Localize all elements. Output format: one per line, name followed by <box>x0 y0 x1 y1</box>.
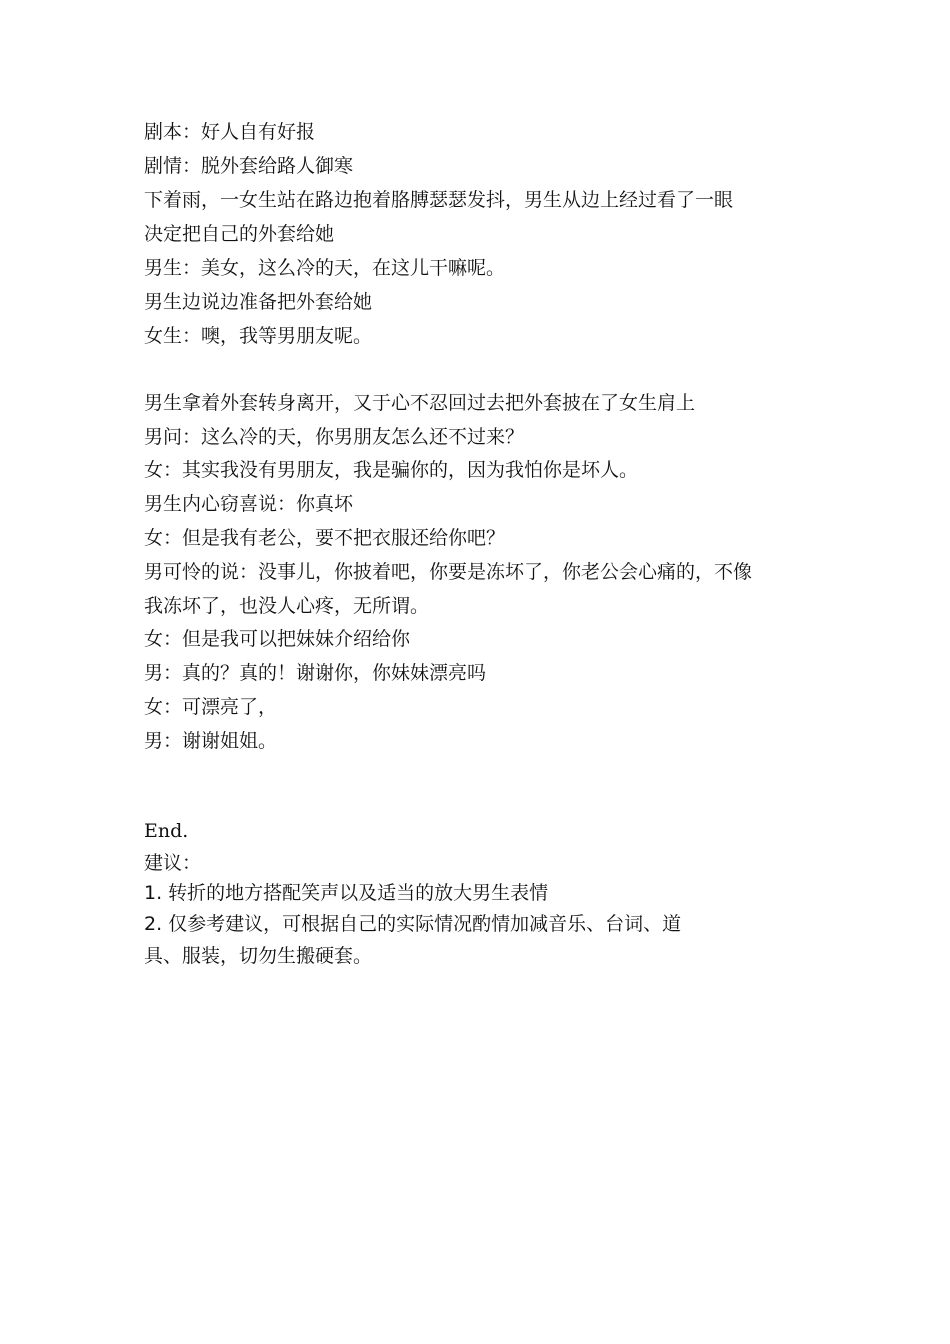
dialogue-line: 女：但是我可以把妹妹介绍给你 <box>144 628 411 650</box>
dialogue-line: 男生：美女，这么冷的天，在这儿干嘛呢。 <box>144 257 506 279</box>
dialogue-line: 男：真的？真的！谢谢你，你妹妹漂亮吗 <box>144 662 487 684</box>
dialogue-line: 男可怜的说：没事儿，你披着吧，你要是冻坏了，你老公会心痛的，不像 <box>144 561 753 583</box>
dialogue-line: 我冻坏了，也没人心疼，无所谓。 <box>144 595 430 617</box>
suggestion-item: 2. 仅参考建议，可根据自己的实际情况酌情加减音乐、台词、道 <box>144 913 682 935</box>
end-marker: End. <box>144 820 189 842</box>
dialogue-line: 男：谢谢姐姐。 <box>144 730 278 752</box>
dialogue-line: 女生：噢，我等男朋友呢。 <box>144 325 373 347</box>
suggestion-item-continued: 具、服装，切勿生搬硬套。 <box>144 945 373 967</box>
suggestion-heading: 建议： <box>144 852 202 874</box>
dialogue-line: 男生内心窃喜说：你真坏 <box>144 493 354 515</box>
suggestion-item: 1. 转折的地方搭配笑声以及适当的放大男生表情 <box>144 882 549 904</box>
text-line: 男生拿着外套转身离开，又于心不忍回过去把外套披在了女生肩上 <box>144 392 696 414</box>
text-line: 决定把自己的外套给她 <box>144 223 335 245</box>
dialogue-line: 女：但是我有老公，要不把衣服还给你吧？ <box>144 527 506 549</box>
script-title: 剧本：好人自有好报 <box>144 121 316 143</box>
dialogue-line: 女：可漂亮了， <box>144 696 278 718</box>
text-line: 下着雨，一女生站在路边抱着胳膊瑟瑟发抖，男生从边上经过看了一眼 <box>144 189 734 211</box>
dialogue-line: 女：其实我没有男朋友，我是骗你的，因为我怕你是坏人。 <box>144 459 639 481</box>
dialogue-line: 男问：这么冷的天，你男朋友怎么还不过来？ <box>144 426 525 448</box>
text-line: 男生边说边准备把外套给她 <box>144 291 373 313</box>
plot-line: 剧情：脱外套给路人御寒 <box>144 155 354 177</box>
